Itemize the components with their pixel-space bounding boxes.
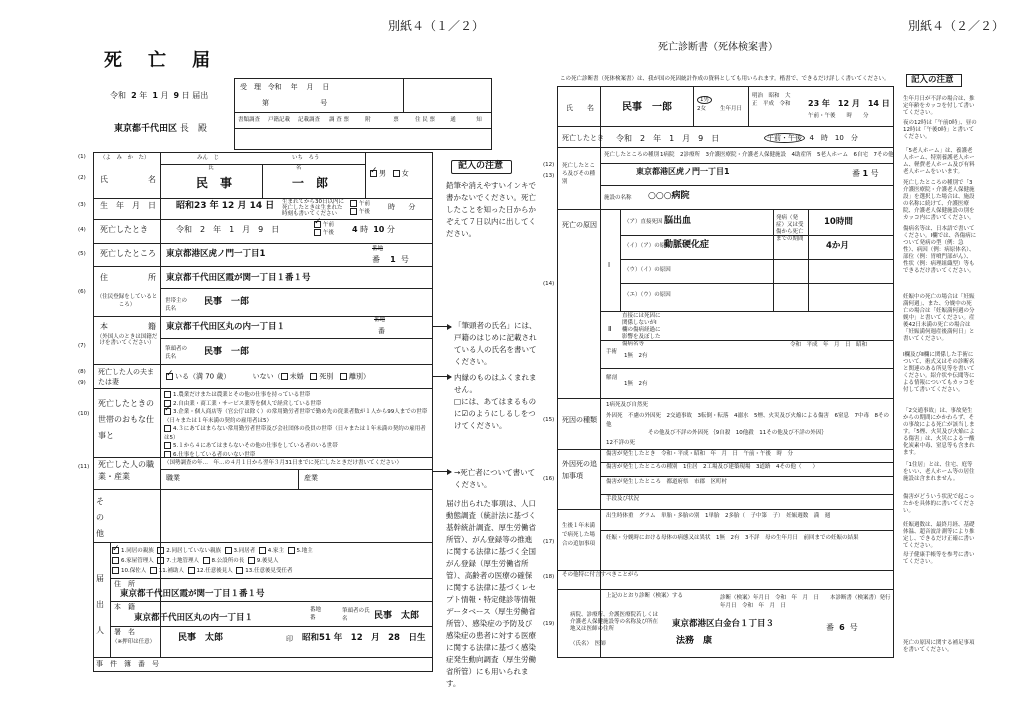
spouse-options[interactable]: ✓いる（満 70 歳） いない（ 未婚 死別 離別） — [166, 373, 370, 381]
furigana-sei: みん じ — [197, 155, 220, 161]
furigana-mei: いち ろう — [292, 155, 320, 161]
dx-sex[interactable]: 1男 2女 — [697, 96, 712, 114]
row-num: (7) — [78, 343, 86, 349]
right-page-label: 別紙４（２／２） — [908, 19, 1005, 33]
birth-time: 時 分 — [388, 203, 416, 211]
inf-birth: 昭和51 年 12 月 28 日生 — [302, 633, 426, 643]
dx-death-time-value: 令和 2 年 1 月 9 日 — [616, 134, 720, 143]
dx-ext-label: 外因死の追加事項 — [562, 460, 597, 480]
inf-address-label: 住 所 — [114, 580, 135, 588]
dx-cause-label: 死亡の原因 — [562, 221, 597, 229]
dx-duration-label: 発病（発症）又は受傷から死亡までの期間 — [776, 215, 804, 242]
sei-label: 氏 — [208, 165, 214, 171]
side-note: 妊娠中の死亡の場合は「妊娠満何週」、また、分娩中の死亡の場合は「妊娠満何週の分娩中」と書いてください。産後42日未満の死亡の場合は「妊娠満何週産後満何日」と書いてください。 — [903, 294, 975, 342]
job-label: 死亡した人の職業・産業 — [98, 460, 154, 481]
dx-birth-eras: 明治 昭和 大正 平成 令和 — [752, 93, 791, 107]
dx-cause-e-label: （エ）（ウ）の原因 — [624, 292, 671, 298]
dx-ext-row4: 手段及び状況 — [606, 496, 640, 502]
dx-place-label: 死亡したところ及びその種別 — [562, 163, 596, 185]
row-num: (19) — [543, 621, 555, 627]
dx-death-hm: 午前・午後 4 時 10 分 — [764, 135, 858, 142]
dx-place-types[interactable]: 1病院 2診療所 3介護医療院・介護老人保健施設 4助産所 5老人ホーム 6自宅 7その他 — [660, 152, 894, 158]
dx-facility-value: ○○○病院 — [648, 191, 690, 201]
dx-autopsy-opts[interactable]: 1無 2有 — [624, 381, 648, 387]
note-naien: 内縁のものはふくまれません。 — [454, 373, 537, 394]
left-notes-title: 記入の注意 — [458, 161, 504, 171]
row-num: (13) — [543, 173, 555, 179]
dx-death-kind-ext[interactable]: 外因死 不慮の外因死 2交通事故 3転倒・転落 4溺水 5煙、火災及び火焔による傷害 6窒息 7中毒 8その他 — [606, 413, 889, 428]
dx-ext-row2: 傷害が発生したところの種別 1住居 2工場及び建築現場 3道路 4その他（ ） — [606, 464, 818, 470]
dx-other-cause-label: 直接には死因に関係しないがⅠ欄の傷病経過に影響を及ぼした傷病名等 — [622, 313, 661, 347]
birth-ampm[interactable]: 午前 午後 — [350, 200, 370, 215]
dx-cause-i-label: （イ）（ア）の原因 — [624, 243, 671, 249]
name-label: 氏 名 — [100, 175, 156, 184]
dx-facility-label: 施設の名称 — [604, 195, 632, 201]
side-note: 母子健康手帳等を参考に書いてください。 — [903, 552, 975, 565]
signature-label: 署 名 — [114, 628, 135, 636]
dx-doctor-name-label: （氏名） 医師 — [570, 641, 606, 647]
side-note: 「1住居」とは、住宅、庭等をいい、老人ホーム等の居住施設は含まれません。 — [903, 462, 975, 482]
address-label: 住 所 — [100, 273, 156, 282]
address-note: （住民登録をしているところ） — [96, 294, 158, 308]
inf-banchi: 番地 番 — [310, 607, 322, 621]
case-no-label: 事 件 簿 番 号 — [96, 660, 159, 668]
informant-options[interactable]: ✓1.同居の親族 2.同居していない親族 3.同居者 4.家主 5.地主 6.家屋管理人 7.土地管理人 8.公設所の長 9.後見人 10.保佐人 11.補助人 12.任意後見人 13.任意後見受任者 — [112, 546, 430, 576]
informant-label: 届 出 人 — [96, 574, 112, 635]
right-intro: この死亡診断書（死体検案書）は、我が国の死因統計作成の資料としても用いられます。楷書で、できるだけ詳しく書いてください。 — [560, 76, 890, 82]
dx-place-ban: 番 1 号 — [852, 169, 879, 178]
dx-doctor-name: 法務 康 — [676, 636, 713, 646]
job-sangyo: 産業 — [304, 474, 318, 482]
row-num: (12) — [543, 162, 555, 168]
row-num: (16) — [543, 476, 555, 482]
note-stats: 届け出られた事項は、人口動態調査（統計法に基づく基幹統計調査、厚生労働省所管）、がん登録等の推進に関する法律に基づく全国がん登録（厚生労働省所管）、高齢者の医療の確保に関する法律に基づくレセプト情報・特定健診等情報データベース（厚生労働省所管）、感染症の予防及び感染症の患者に対する医療に関する法律に基づく感染症発生動向調査（厚生労働省所管）にも用いられます。 — [446, 499, 536, 688]
right-title: 死亡診断書（死体検案書） — [658, 42, 778, 53]
dx-cause-a-label: （ア）直接死因 — [624, 219, 663, 225]
dx-ext-row1: 傷害が発生したとき 令和・平成・昭和 年 月 日 午前・午後 時 分 — [606, 451, 794, 457]
inf-honseki-value: 東京都千代田区丸の内一丁目１ — [134, 613, 254, 623]
death-ampm[interactable]: ✓ 午前 午後 — [314, 221, 334, 236]
honseki-note: （外国人のときは国籍だけを書いてください） — [96, 334, 158, 346]
spouse-label: 死亡した人の夫または妻 — [98, 368, 154, 386]
dx-cause-a-value: 脳出血 — [664, 216, 692, 226]
submission-date: 令和 2 年 1 月 9 日 届出 — [110, 91, 209, 100]
death-time-label: 死亡したとき — [100, 225, 148, 234]
dx-death-kind-other[interactable]: その他及び不詳の外因死 ｛9自殺 10他殺 11その他及び不詳の外因｝ — [648, 430, 827, 436]
name-mei: 一 郎 — [292, 176, 329, 190]
row-num: (11) — [78, 464, 90, 470]
birth-note: 生まれてから30日以内に死亡したときは生まれた時刻も書いてください — [282, 199, 344, 217]
work-options[interactable]: 1.農業だけまたは農業とその他の仕事を持っている世帯 2.自由業・商工業・サービス業等を個人で経営している世帯 ✓3.企業・個人商店等（官公庁は除く）の常用勤労者世帯で勤め先の従業者数が１人から99人までの世帯（日々または１年未満の契約の雇用者は5） 4.３にあてはまらない常用勤労者世帯及び会社団体の役員の世帯（日々または１年未満の契約の雇用者は5） 5.１から４にあてはまらないその他の仕事をしている者のいる世帯 6.仕事をしている者のいない世帯 — [164, 391, 430, 459]
hittousha-value: 民事 一郎 — [204, 347, 250, 357]
note-hittousha: 「筆頭者の氏名」には、戸籍のはじめに記載されている人の氏名を書いてください。 — [454, 321, 537, 366]
right-notes-title: 記入の注意 — [911, 75, 954, 85]
dx-cert-text: 上記のとおり診断（検案）する — [606, 593, 684, 599]
side-note: 妊娠週数は、最終月経、基礎体温、超音波計測等により推定し、できるだけ正確に書いてください。 — [903, 522, 975, 549]
dx-birth-value: 23 年 12 月 14 日 — [808, 99, 890, 108]
signature-value: 民事 太郎 — [178, 633, 224, 643]
row-num: (14) — [543, 281, 555, 287]
dx-infant-row1: 出生時体重 グラム 単胎・多胎の別 1単胎 2多胎（ 子中第 子） 妊娠週数 満 週 — [606, 513, 831, 519]
row-num: (9) — [78, 380, 86, 386]
death-place-label: 死亡したところ — [100, 249, 156, 258]
row-num: (2) — [78, 175, 86, 181]
job-shokugyo: 職業 — [166, 474, 180, 482]
row-num: (15) — [543, 417, 555, 423]
row-num: (6) — [78, 289, 86, 295]
other-label: そ の 他 — [96, 497, 112, 538]
householder-value: 民事 一郎 — [204, 297, 250, 307]
dx-roman-2: Ⅱ — [608, 325, 612, 333]
dx-autopsy-label: 解剖 — [606, 375, 618, 381]
note-check: □には、あてはまるものに☑のようにしるしをつけてください。 — [454, 397, 537, 430]
death-place-value: 東京都港区虎ノ門一丁目1 — [166, 249, 266, 259]
reception-columns: 書類調査 戸籍記載 記載調査 調 査 票 附 票 住 民 票 通 知 — [237, 117, 482, 123]
householder-label: 世帯主の氏名 — [165, 298, 188, 312]
left-title: 死 亡 届 — [104, 50, 214, 71]
banchi-label: 番地 — [372, 246, 384, 252]
name-sei: 民 事 — [196, 176, 233, 190]
reception-juri: 受 理 令和 年 月 日 — [240, 83, 330, 91]
dx-place-value: 東京都港区虎ノ門一丁目1 — [636, 167, 730, 176]
row-num: (18) — [543, 574, 555, 580]
inf-address-value: 東京都千代田区霞が関一丁目１番１号 — [120, 589, 265, 599]
seal-mark: 印 — [286, 635, 293, 643]
dx-birth-label: 生年月日 — [720, 106, 743, 112]
row-num: (4) — [78, 227, 86, 233]
mei-label: 名 — [296, 165, 302, 171]
work-label: 死亡したときの世帯のおもな仕事と — [98, 399, 154, 440]
dx-surgery-label: 手術 — [606, 349, 618, 355]
dx-cause-i-value: 動脈硬化症 — [664, 240, 710, 250]
honseki-value: 東京都千代田区丸の内一丁目１ — [166, 322, 286, 332]
dx-infant-label: 生後１年未満で病死した場合の追加事項 — [562, 523, 596, 547]
dx-cause-u-label: （ウ）（イ）の原因 — [624, 267, 671, 273]
row-num: (10) — [78, 411, 90, 417]
left-page-label: 別紙４（１／２） — [388, 19, 485, 33]
death-hm: 4 時 10 分 — [352, 225, 395, 234]
hittousha-label: 筆頭者の氏名 — [165, 346, 188, 360]
side-note: 死亡したところの種別で「3介護医療院・介護老人保健施設」を選択した場合は、施設の名称に続けて、介護医療院、介護老人保健施設の別をカッコ内に書いてください。 — [903, 180, 975, 221]
row-num: (17) — [543, 539, 555, 545]
side-note: 夜の12時は「午前0時」、昼の12時は「午後0時」と書いてください。 — [903, 120, 977, 140]
inf-hittousha-label: 筆頭者の氏名 — [342, 608, 370, 622]
row-num: (8) — [78, 369, 86, 375]
addressee: 東京都千代田区 長 殿 — [114, 124, 207, 134]
banchi-label: 番地 — [374, 317, 386, 323]
note-main: 鉛筆や消えやすいインキで書かないでください。死亡したことを知った日からかぞえて７日以内に出してください。 — [446, 181, 536, 238]
dx-cause-a-duration: 10時間 — [824, 217, 853, 227]
row-num: (1) — [78, 154, 86, 160]
birth-label: 生 年 月 日 — [100, 201, 156, 210]
side-note: 傷病名等は、日本語で書いてください。Ⅰ欄では、各傷病について発病の型（例：急性）、病因（例：病原体名）、部位（例：胃噴門部がん）、性状（例：病理組織型）等もできるだけ書いてください。 — [903, 226, 977, 274]
side-note: 傷害がどういう状況で起こったかを具体的に書いてください。 — [903, 494, 975, 514]
dx-birth-time: 午前・午後 時 分 — [808, 113, 869, 119]
row-num: (3) — [78, 202, 86, 208]
dx-doctor-address: 東京都港区白金台１丁目３ — [672, 619, 775, 629]
dx-name-label: 氏 名 — [566, 104, 594, 112]
side-note: 生年月日が不詳の場合は、推定年齢をカッコを付して書いてください。 — [903, 96, 975, 116]
reception-number: 第 号 — [262, 99, 328, 107]
side-note: 死亡の原因に関する補足事項を書いてください。 — [903, 640, 975, 653]
signature-note: （※押印は任意） — [112, 639, 156, 645]
dx-surgery-date: 令和 平成 年 月 日 昭和 — [790, 342, 868, 348]
furigana-label: （よ み か た） — [100, 155, 150, 161]
death-time-value: 令和 2 年 1 月 9 日 — [176, 225, 280, 234]
dx-name-value: 民事 一郎 — [622, 102, 672, 113]
side-note: 「5老人ホーム」は、養護老人ホーム、特別養護老人ホーム、軽費老人ホーム及び有料老人ホームをいいます。 — [903, 148, 975, 175]
dx-place-type-label: 死亡したところの種別 — [604, 152, 660, 158]
row-num: (5) — [78, 251, 86, 257]
sex-options[interactable]: ✓男 女 — [370, 170, 409, 178]
dx-ext-row3: 傷害が発生したところ 都道府県 市郡 区町村 — [606, 479, 728, 485]
dx-special-label: その他特に付言すべきことがら — [562, 572, 639, 578]
dx-doctor-ban: 番 6 号 — [826, 623, 858, 632]
birth-value: 昭和23 年 12 月 14 日 — [176, 201, 275, 211]
side-note: Ⅰ欄及びⅡ欄に関係した手術について、術式又はその診断名と関連のある所見等を書いてください。紹介状や伝聞等による情報についてもカッコを付して書いてください。 — [903, 352, 975, 393]
job-note: （国勢調査の年… 年…の４月１日から翌年３月31日までに死亡したときだけ書いてください） — [164, 460, 403, 466]
dx-cert-dates: 診断（検案）年月日 令和 年 月 日 本診断書（検案書）発行年月日 令和 年 月 日 — [720, 595, 891, 609]
honseki-label: 本 籍 — [100, 322, 156, 331]
inf-hittousha-value: 民事 太郎 — [374, 611, 420, 621]
dx-roman-1: Ⅰ — [608, 261, 611, 269]
address-value: 東京都千代田区霞が関一丁目１番１号 — [166, 273, 311, 283]
dx-infant-row2: 妊娠・分娩時における母体の病態又は異状 1無 2有 3不詳 母の生年月日 前回までの妊娠の結果 — [606, 535, 859, 541]
side-note: 「2交通事故」は、事故発生からの期間にかかわらず、その事故による死亡が該当します。「5煙、火災及び火焔による傷害」は、火災による一酸化炭素中毒、窒息等も含まれます。 — [903, 408, 975, 456]
dx-cause-i-duration: 4か月 — [826, 241, 849, 251]
inf-honseki-label: 本 籍 — [114, 603, 135, 611]
dx-doctor-facility-label: 病院、診療所、介護医療院若しくは介護老人保健施設等の名称及び所在地又は医師の住所 — [570, 612, 659, 632]
dx-death-kind-12[interactable]: 12不詳の死 — [606, 440, 635, 446]
ban-label: 番 — [378, 327, 385, 335]
dx-death-time-label: 死亡したとき — [562, 134, 604, 142]
dx-death-kind-label: 死因の種類 — [562, 416, 597, 424]
death-place-ban: 番 1 号 — [372, 255, 409, 264]
dx-death-kind-1[interactable]: 1病死及び自然死 — [606, 402, 648, 408]
note-job: →死亡者について書いてください。 — [454, 468, 536, 489]
dx-surgery-opts[interactable]: 1無 2有 — [624, 353, 648, 359]
